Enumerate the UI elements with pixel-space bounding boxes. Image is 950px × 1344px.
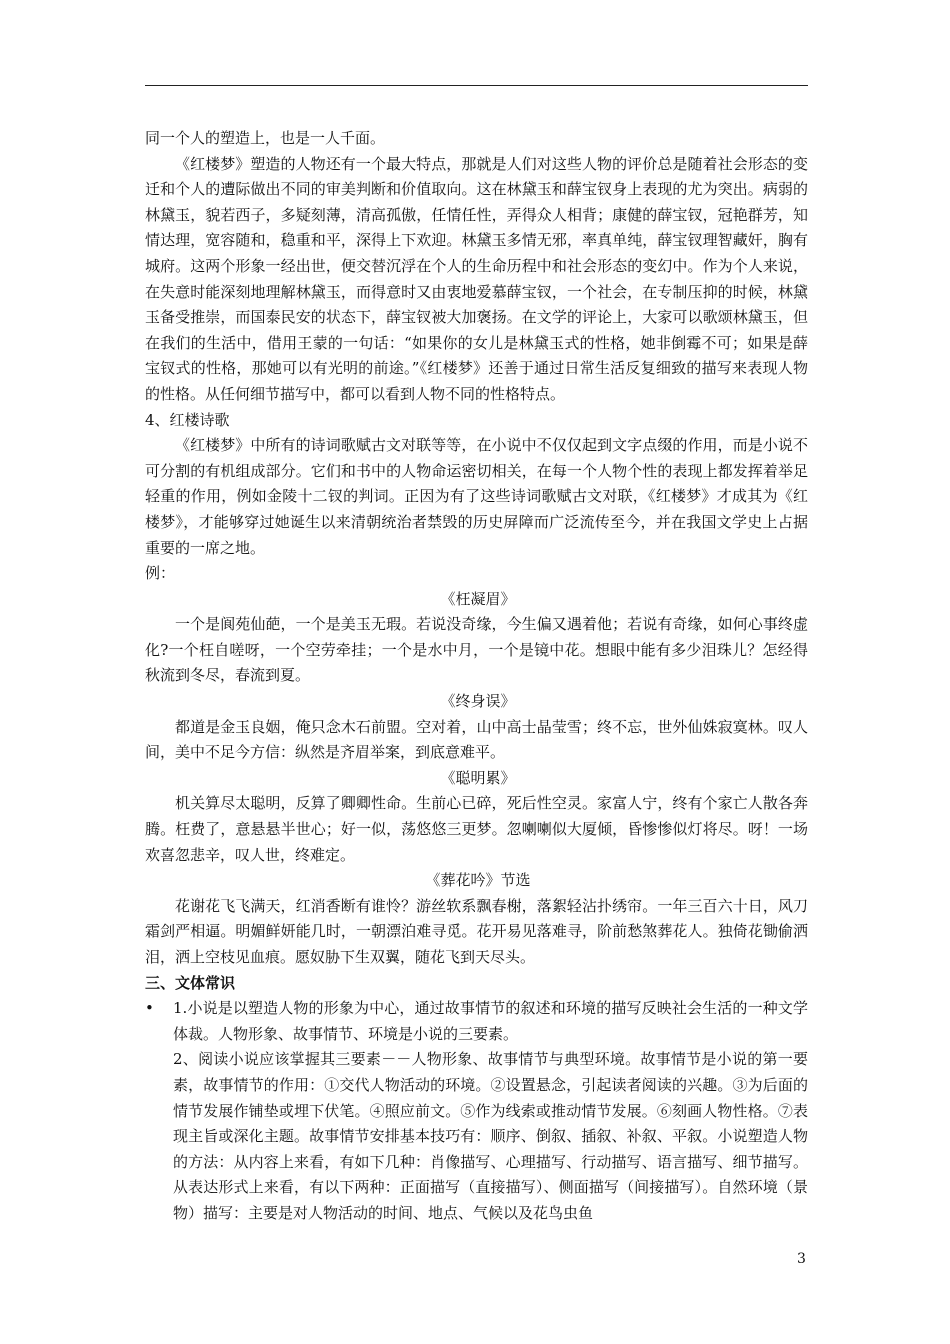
poem-title: 《聪明累》 xyxy=(440,768,516,787)
page-body xyxy=(145,126,808,1227)
list-item-text: 2、阅读小说应该掌握其三要素－－人物形象、故事情节与典型环境。故事情节是小说的第一要素，故事情节的作用：①交代人物活动的环境。②设置悬念，引起读者阅读的兴趣。③为后面的情节发展作铺垫或埋下伏笔。④照应前文。⑤作为线索或推动情节发展。⑥刻画人物性格。⑦表现主旨或深化主题。故事情节安排基本技巧有：顺序、倒叙、插叙、补叙、平叙。小说塑造人物的方法：从内容上来看，有如下几种：肖像描写、心理描写、行动描写、语言描写、细节描写。从表达形式上来看，有以下两种：正面描写（直接描写）、侧面描写（间接描写）。自然环境（景物）描写：主要是对人物活动的时间、地点、气候以及花鸟虫鱼 xyxy=(173,1050,808,1222)
list-item-text: 1.小说是以塑造人物的形象为中心，通过故事情节的叙述和环境的描写反映社会生活的一种文学体裁。人物形象、故事情节、环境是小说的三要素。 xyxy=(173,999,808,1043)
poem-title: 《枉凝眉》 xyxy=(440,589,516,608)
page-number: 3 xyxy=(797,1251,806,1267)
example-label: 例： xyxy=(145,564,176,583)
heading-hongloushige: 4、红楼诗歌 xyxy=(145,410,230,429)
paragraph-characters: 《红楼梦》塑造的人物还有一个最大特点，那就是人们对这些人物的评价总是随着社会形态的变迁和个人的遭际做出不同的审美判断和价值取向。这在林黛玉和薛宝钗身上表现的尤为突出。病弱的林黛玉，貌若西子，多疑刻薄，清高孤傲，任情任性，弄得众人相背；康健的薛宝钗，冠艳群芳，知情达理，宽容随和，稳重和平，深得上下欢迎。林黛玉多情无邪，率真单纯，薛宝钗理智藏奸，胸有城府。这两个形象一经出世，便交替沉浮在个人的生命历程中和社会形态的变幻中。作为个人来说，在失意时能深刻地理解林黛玉，而得意时又由衷地爱慕薛宝钗，一个社会，在专制压抑的时候，林黛玉备受推崇，而国泰民安的状态下，薛宝钗被大加褒扬。在文学的评论上，大家可以歌颂林黛玉，但在我们的生活中，借用王蒙的一句话：“如果你的女儿是林黛玉式的性格，她非倒霉不可；如果是薛宝钗式的性格，那她可以有光明的前途。”《红楼梦》还善于通过日常生活反复细致的描写来表现人物的性格。从任何细节描写中，都可以看到人物不同的性格特点。 xyxy=(145,154,808,403)
poem-text: 花谢花飞飞满天，红消香断有谁怜？游丝软系飘春榭，落絮轻沾扑绣帘。一年三百六十日，风刀霜剑严相逼。明媚鲜妍能几时，一朝漂泊难寻觅。花开易见落难寻，阶前愁煞葬花人。独倚花锄偷洒泪，洒上空枝见血痕。愿奴胁下生双翼，随花飞到天尽头。 xyxy=(145,896,808,966)
section-heading: 三、文体常识 xyxy=(145,973,236,992)
poem-title: 《终身误》 xyxy=(440,692,516,711)
bullet-marker: • xyxy=(145,999,154,1018)
poem-title: 《葬花吟》节选 xyxy=(425,871,531,890)
poem-text: 都道是金玉良姻，俺只念木石前盟。空对着，山中高士晶莹雪；终不忘，世外仙姝寂寞林。叹人间，美中不足今方信：纵然是齐眉举案，到底意难平。 xyxy=(145,717,808,762)
poem-text: 一个是阆苑仙葩，一个是美玉无瑕。若说没奇缘，今生偏又遇着他；若说有奇缘，如何心事终虚化?一个枉自嗟呀，一个空劳牵挂；一个是水中月，一个是镜中花。想眼中能有多少泪珠儿？怎经得秋流到冬尽，春流到夏。 xyxy=(145,615,808,685)
poem-text: 机关算尽太聪明，反算了卿卿性命。生前心已碎，死后性空灵。家富人宁，终有个家亡人散各奔腾。枉费了，意悬悬半世心；好一似，荡悠悠三更梦。忽喇喇似大厦倾，昏惨惨似灯将尽。呀！一场欢喜忽悲辛，叹人世，终难定。 xyxy=(145,794,808,864)
paragraph-continuation: 同一个人的塑造上，也是一人千面。 xyxy=(145,129,386,147)
header-rule xyxy=(145,85,808,86)
list-item xyxy=(145,996,808,1226)
paragraph-poetry: 《红楼梦》中所有的诗词歌赋古文对联等等，在小说中不仅仅起到文字点缀的作用，而是小说不可分割的有机组成部分。它们和书中的人物命运密切相关，在每一个人物个性的表现上都发挥着举足轻重的作用，例如金陵十二钗的判词。正因为有了这些诗词歌赋古文对联，《红楼梦》才成其为《红楼梦》，才能够穿过她诞生以来清朝统治者禁毁的历史屏障而广泛流传至今，并在我国文学史上占据重要的一席之地。 xyxy=(145,436,808,557)
